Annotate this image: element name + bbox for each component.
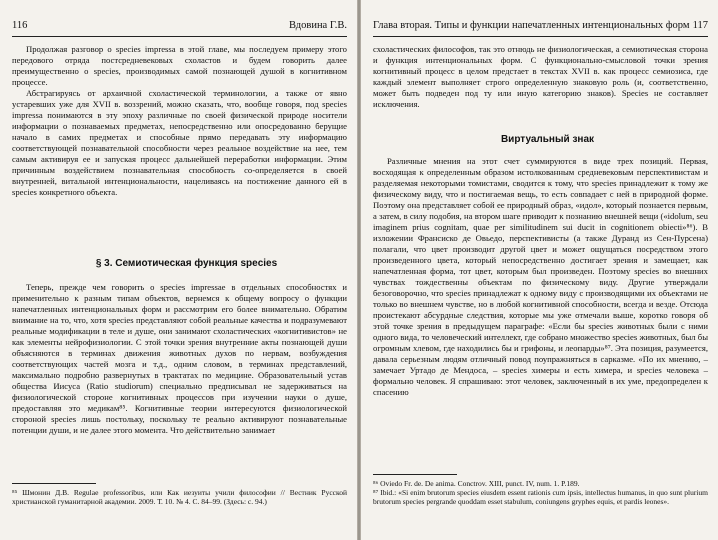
left-paragraph-1: Продолжая разговор о species impressa в этой главе, мы последуем примеру этого передового отряда постсредневековых схоластов и будем говорить далее преимущественно о species, производимых самой познающей душой в когнитивном процессе.: [12, 44, 347, 88]
subsection-heading: Виртуальный знак: [500, 134, 595, 145]
right-paragraph-1: схоластических философов, так это отнюдь не физиологическая, а семиотическая сторона и функция интенциональных форм. С функционально-смысловой точки зрения когнитивный процесс в целом предстает в текстах XVII в. как процесс семиозиса, где каждый элемент выполняет строго определенную знаковую роль (и, соответственно, может быть подведен под ту или иную категорию знаков). Species не составляет исключения.: [373, 44, 708, 110]
section-heading: § 3. Семиотическая функция species: [95, 258, 278, 269]
right-body-bottom: [373, 156, 708, 398]
right-header: [373, 18, 708, 34]
left-footnotes: [12, 488, 347, 506]
footnote-86: ⁸⁶ Oviedo Fr. de. De anima. Conctrov. XIII, punct. IV, num. 1. P.189.: [373, 479, 580, 488]
right-section: [373, 134, 708, 145]
left-body-top: [12, 44, 347, 198]
left-paragraph-2: Абстрагируясь от архаичной схоластической терминологии, а также от явно устаревших уже для XVII в. воззрений, можно сказать, что, вообще говоря, под species impressa понимаются в эту эпоху различные по своей физической природе носители информации о познаваемых предметах, непосредственно или опосредованно берущие начало в самих предметах и способные прямо передавать эту информацию соответствующей познавательной способности через реальное воздействие на нее, тем самым активируя ее и запуская процесс дальнейшей переработки информации. Этим причинным воздействием познавательная способность co-определяется в своей внутренней, витальной интенциональности, нацеливаясь на постижение данного ей в species конкретного объекта.: [12, 88, 347, 198]
left-section: [12, 258, 347, 269]
left-header-rule: [12, 36, 347, 37]
right-running-head: Глава вторая. Типы и функции напечатленных интенциональных форм: [373, 20, 690, 31]
left-footnote-rule: [12, 483, 96, 484]
footnote-87: ⁸⁷ Ibid.: «Si enim brutorum species eiusdem essent rationis cum ipsis, intellectus humanus, in quo sunt plurium brutorum species pergrande quoddam esset stabulum, coniungens gryphes equis, et pardis leones».: [373, 488, 708, 507]
right-page: [361, 0, 718, 540]
right-footnotes: [373, 479, 708, 507]
left-header: [12, 18, 347, 34]
right-paragraph-2: Различные мнения на этот счет суммируются в виде трех позиций. Первая, восходящая к определенным образом истолкованным средневековым перспективистам и разделяемая некоторыми томистами, сводится к тому, что species принадлежит к тому же физическому виду, что и постигаемая вещь, то есть совпадает с ней в природной форме. Поэтому она представляет собой ее природный образ, «идол», который познается первым, а затем, в силу подобия, на втором шаге приводит к познанию внешней вещи («idolum, seu imaginem prius cognitam, quae per similitudinem sui ducit in cognitionem obiecti»⁸⁶). В изложении Франсиско де Овьедо, перспективисты (а также Дуранд из Сен-Пурсена) полагали, что цвет производит другой цвет и может ощущаться посредством этого произведенного цвета, который непосредственно достигает зрения и замещает, как напечатленная форма, тот цвет, которым был произведен. Поэтому species во внешних чувствах тождественны объектам по физическому виду. Другие утверждали безоговорочно, что species принадлежат к одному виду с производящими их объектами не только во внешнем чувстве, но в любой когнитивной способности, всегда и везде. Отсюда проистекают абсурдные следствия, которые мы уже отмечали выше, коротко говоря об этой точке зрения в предыдущем параграфе: «Если бы species животных были с ними одного вида, то человеческий интеллект, где собрано множество species животных, был бы огромным хлевом, где находились бы и грифоны, и леопарды»⁸⁷. Эта позиция, разумеется, давала серьезным людям отличный повод поупражняться в сарказме. «По их мнению, – замечает Уртадо де Мендоса, – species химеры и есть химера, и species человека – формально человек. Я спрашиваю: этот человек, заключенный в их уме, предопределен к спасению: [373, 156, 708, 398]
left-page-number: 116: [12, 20, 28, 31]
right-page-number: 117: [692, 20, 708, 31]
footnote-85: ⁸⁵ Шмонин Д.В. Regulae professoribus, или Как иезуиты учили философии // Вестник Русской христианской гуманитарной академии. 2009. Т. 10. № 4. С. 84–99. (Здесь: с. 94.): [12, 488, 347, 507]
right-body-top: [373, 44, 708, 110]
left-paragraph-3: Теперь, прежде чем говорить о species impressae в отдельных способностях и применительно к разным типам объектов, вернемся к общему вопросу о функции напечатленных интенциональных форм и рассмотрим его более внимательно. Обратим внимание на то, что, хотя species представляют собой реальные качества и подразумевают реальные модификации в теле и душе, они занимают схоластических «когнитивистов» не как элементы нейрофизиологии. С этой точки зрения внутренние акты познающей души объясняются в терминах движения животных духов по нервам, возбуждения соответствующих частей мозга и т.д., одним словом, в терминах представлений, максимально подробно развернутых в трактатах по медицине. Образовательный устав общества Иисуса (Ratio studiorum) специально предписывал не задерживаться на физиологической стороне когнитивных процессов при изучении науки о душе, предоставляя это медикам⁸⁵. Когнитивные теории интересуются физиологической стороной species лишь постольку, поскольку те реально активируют познавательные потенции души, и не далее этого момента. Что действительно занимает: [12, 282, 347, 436]
right-header-rule: [373, 36, 708, 37]
left-body-bottom: [12, 282, 347, 436]
left-page: [0, 0, 357, 540]
right-footnote-rule: [373, 474, 457, 475]
left-running-head: Вдовина Г.В.: [289, 20, 347, 31]
